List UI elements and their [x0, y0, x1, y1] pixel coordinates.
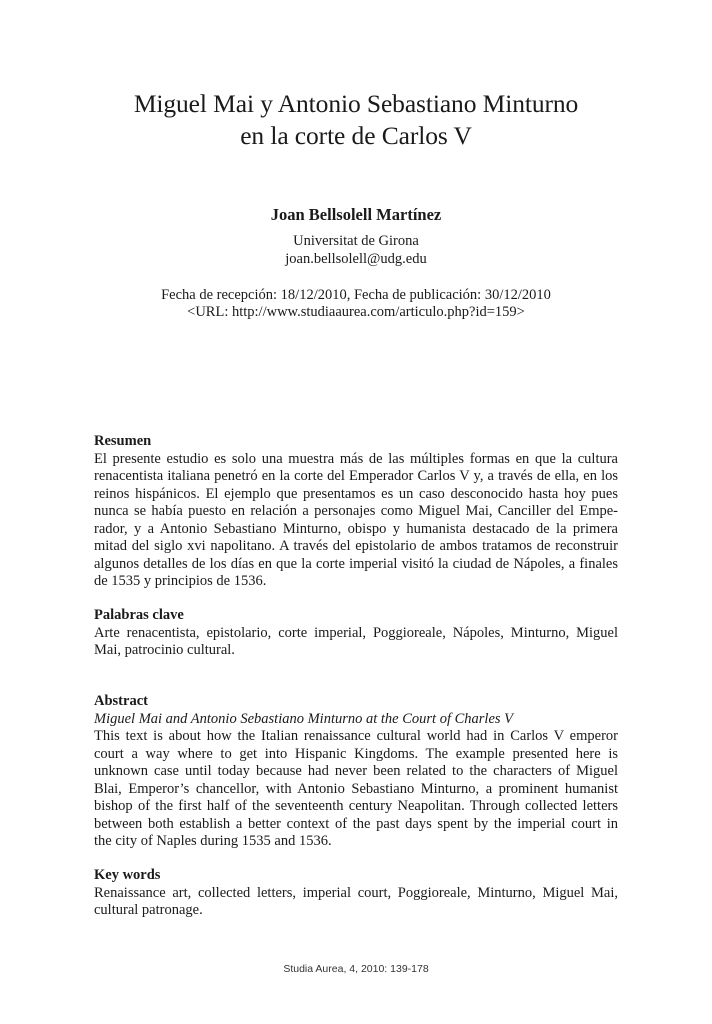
publication-dates [40, 287, 672, 321]
resumen-line: reinos hispánicos. El ejemplo que presentamos es un caso desconocido hasta hoy pues [94, 485, 618, 502]
author-institution: Universitat de Girona [293, 233, 419, 249]
key-words-line: cultural patronage. [94, 902, 203, 918]
palabras-clave-line: Arte renacentista, epistolario, corte imperial, Poggioreale, Nápoles, Minturno, Miguel [94, 624, 618, 641]
key-words-line: Renaissance art, collected letters, imperial court, Poggioreale, Minturno, Miguel Mai, [94, 884, 618, 901]
abstract-heading: Abstract [94, 693, 148, 709]
resumen-line: de 1535 y principios de 1536. [94, 573, 267, 589]
resumen-line: algunos detalles de los días en que la corte imperial visitó la ciudad de Nápoles, a finales [94, 555, 618, 572]
journal-footer: Studia Aurea, 4, 2010: 139-178 [283, 963, 429, 975]
key-words-heading: Key words [94, 867, 161, 883]
abstract-line: bishop of the first half of the seventeenth century Neapolitan. Through collected letters [94, 798, 618, 814]
article-title-line-2: en la corte de Carlos V [240, 121, 472, 150]
resumen-heading: Resumen [94, 433, 152, 449]
abstract-subtitle: Miguel Mai and Antonio Sebastiano Minturno at the Court of Charles V [94, 710, 514, 727]
abstract-section [94, 693, 618, 851]
author-email: joan.bellsolell@udg.edu [285, 251, 427, 267]
article-url: <URL: http://www.studiaaurea.com/articulo.php?id=159> [187, 304, 525, 320]
abstract-line: court a way where to get into Hispanic Kingdoms. The example presented here is [94, 745, 618, 762]
abstract-line: This text is about how the Italian renaissance cultural world had in Carlos V emperor [94, 728, 618, 744]
article-title [60, 88, 652, 152]
abstract-line: between both establish a better context of the past days spent by the imperial court in [94, 815, 618, 832]
resumen-line: El presente estudio es solo una muestra más de las múltiples formas en que la cultura [94, 450, 618, 467]
resumen-section [94, 433, 618, 591]
abstract-line: the city of Naples during 1535 and 1536. [94, 833, 332, 849]
palabras-clave-line: Mai, patrocinio cultural. [94, 642, 235, 658]
palabras-clave-heading: Palabras clave [94, 607, 184, 623]
abstract-line: unknown case until today because had never been related to the characters of Miguel [94, 763, 618, 779]
reception-publication-dates: Fecha de recepción: 18/12/2010, Fecha de publicación: 30/12/2010 [161, 287, 551, 303]
author-name: Joan Bellsolell Martínez [270, 205, 442, 224]
article-title-line-1: Miguel Mai y Antonio Sebastiano Minturno [133, 89, 579, 118]
resumen-line: mitad del siglo xvi napolitano. A través del epistolario de ambos tratamos de reconstruir [94, 538, 618, 554]
resumen-line: rador, y a Antonio Sebastiano Minturno, obispo y humanista destacado de la primera [94, 520, 618, 537]
palabras-clave-section [94, 607, 618, 660]
resumen-line: nunca se había puesto en relación a personajes como Miguel Mai, Canciller del Empe- [94, 503, 618, 519]
key-words-section [94, 867, 618, 920]
resumen-line: renacentista italiana penetró en la corte del Emperador Carlos V y, a través de ella, en los [94, 468, 618, 484]
abstract-line: Blai, Emperor’s chancellor, with Antonio Sebastiano Minturno, a prominent humanist [94, 780, 618, 797]
author-affiliation [60, 232, 652, 268]
